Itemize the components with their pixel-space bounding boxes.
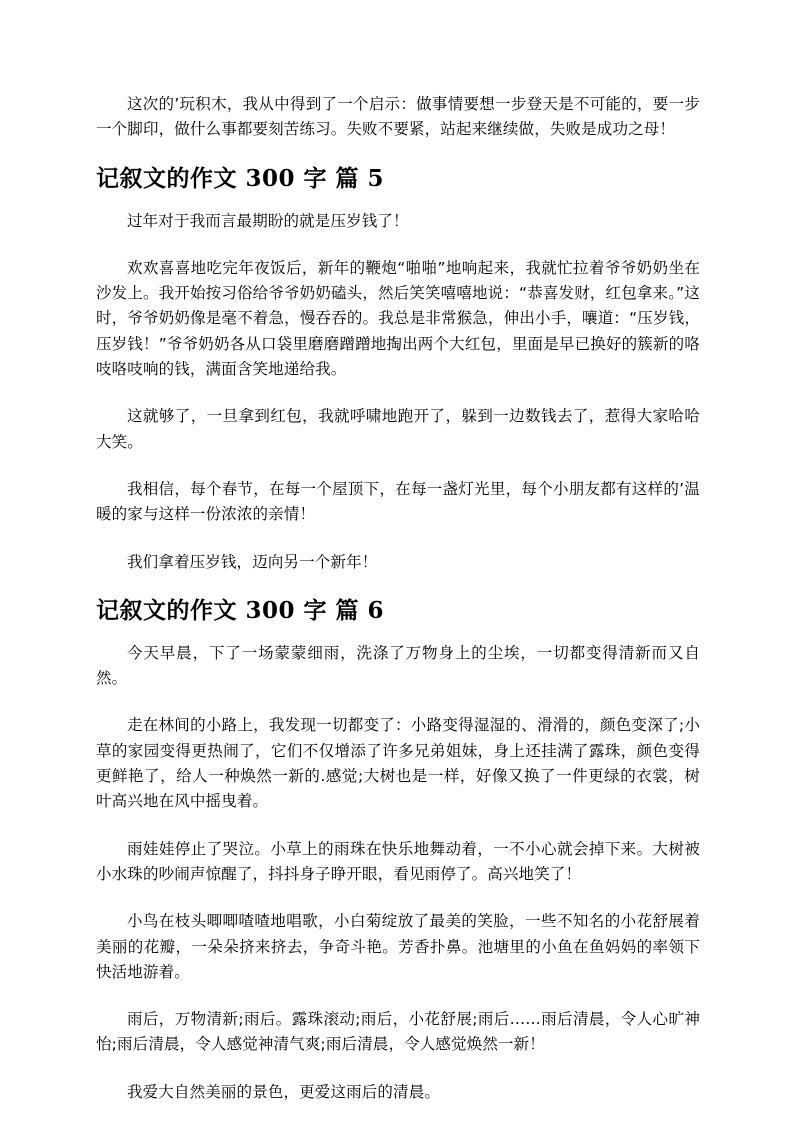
document-body [96, 92, 700, 1127]
paragraph: 欢欢喜喜地吃完年夜饭后，新年的鞭炮“啪啪”地响起来，我就忙拉着爷爷奶奶坐在沙发上。我开始按习俗给爷爷奶奶磕头，然后笑笑嘻嘻地说：“恭喜发财，红包拿来。”这时，爷爷奶奶像是毫不着急，慢吞吞的。我总是非常猴急，伸出小手，嚷道：“压岁钱，压岁钱！”爷爷奶奶各从口袋里磨磨蹭蹭地掏出两个大红包，里面是早已换好的簇新的咯吱咯吱响的钱，满面含笑地递给我。 [96, 258, 700, 379]
paragraph: 我相信，每个春节，在每一个屋顶下，在每一盏灯光里，每个小朋友都有这样的’温暖的家与这样一份浓浓的亲情！ [96, 479, 700, 524]
section-heading: 记叙文的作文 300 字 篇 5 [96, 164, 385, 192]
paragraph: 我爱大自然美丽的景色，更爱这雨后的清晨。 [127, 1082, 441, 1101]
paragraph: 这就够了，一旦拿到红包，我就呼啸地跑开了，躲到一边数钱去了，惹得大家哈哈大笑。 [96, 407, 700, 451]
paragraph: 今天早晨，下了一场蒙蒙细雨，洗涤了万物身上的尘埃，一切都变得清新而又自然。 [96, 643, 700, 688]
intro-paragraph: 这次的’玩积木，我从中得到了一个启示：做事情要想一步登天是不可能的，要一步一个脚印，做什么事都要刻苦练习。失败不要紧，站起来继续做，失败是成功之母！ [96, 95, 700, 139]
section-5 [96, 165, 700, 575]
paragraph: 小鸟在枝头唧唧喳喳地唱歌，小白菊绽放了最美的笑脸，一些不知名的小花舒展着美丽的花瓣，一朵朵挤来挤去，争奇斗艳。芳香扑鼻。池塘里的小鱼在鱼妈妈的率领下快活地游着。 [96, 912, 700, 981]
section-heading: 记叙文的作文 300 字 篇 6 [96, 596, 385, 624]
paragraph: 雨后，万物清新;雨后。露珠滚动;雨后，小花舒展;雨后……雨后清晨，令人心旷神怡;雨后清晨，令人感觉神清气爽;雨后清晨，令人感觉焕然一新！ [96, 1010, 700, 1054]
paragraph: 我们拿着压岁钱，迈向另一个新年！ [127, 552, 378, 571]
paragraph: 雨娃娃停止了哭泣。小草上的雨珠在快乐地舞动着，一不小心就会掉下来。大树被小水珠的吵闹声惊醒了，抖抖身子睁开眼，看见雨停了。高兴地笑了！ [96, 839, 700, 883]
paragraph: 走在林间的小路上，我发现一切都变了：小路变得湿湿的、滑滑的，颜色变深了;小草的家园变得更热闹了，它们不仅增添了许多兄弟姐妹，身上还挂满了露珠，颜色变得更鲜艳了，给人一种焕然一新的.感觉;大树也是一样，好像又换了一件更绿的衣裳，树叶高兴地在风中摇曳着。 [96, 716, 700, 811]
paragraph: 过年对于我而言最期盼的就是压岁钱了！ [127, 211, 409, 230]
section-6 [96, 597, 700, 1105]
